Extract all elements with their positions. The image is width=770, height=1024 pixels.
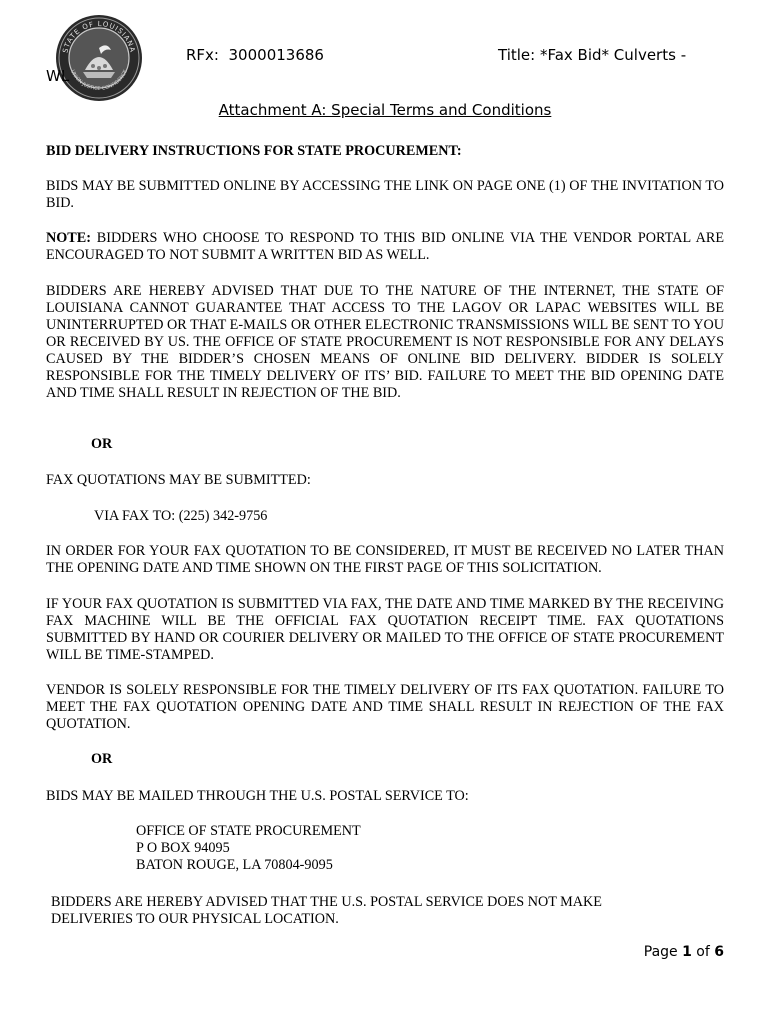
postal-advisory-paragraph — [51, 894, 729, 928]
or-separator: OR — [91, 436, 113, 452]
address-line: P O BOX 94095 — [136, 840, 230, 856]
fax-deadline-paragraph: IN ORDER FOR YOUR FAX QUOTATION TO BE CONSIDERED, IT MUST BE RECEIVED NO LATER THAN THE OPENING DATE AND TIME SHOWN ON THE FIRST PAGE OF THIS SOLICITATION. — [46, 543, 724, 576]
bid-title-continuation: WL — [46, 67, 70, 85]
section-heading: BID DELIVERY INSTRUCTIONS FOR STATE PROCUREMENT: — [46, 143, 462, 159]
page-of: of — [691, 944, 715, 960]
page-current: 1 — [682, 944, 692, 960]
mail-intro: BIDS MAY BE MAILED THROUGH THE U.S. POSTAL SERVICE TO: — [46, 788, 469, 804]
attachment-title: Attachment A: Special Terms and Conditions — [218, 101, 552, 119]
page-number — [644, 944, 724, 960]
bid-title: Title: *Fax Bid* Culverts - — [498, 46, 687, 64]
note-label: NOTE: — [46, 230, 91, 246]
page-prefix: Page — [643, 944, 683, 960]
fax-timestamp-paragraph: IF YOUR FAX QUOTATION IS SUBMITTED VIA FAX, THE DATE AND TIME MARKED BY THE RECEIVING FAX MACHINE WILL BE THE OFFICIAL FAX QUOTATION RECEIPT TIME. FAX QUOTATIONS SUBMITTED BY HAND OR COURIER DELIVERY OR MAILED TO THE OFFICE OF STATE PROCUREMENT WILL BE TIME-STAMPED. — [46, 596, 724, 663]
note-text: BIDDERS WHO CHOOSE TO RESPOND TO THIS BID ONLINE VIA THE VENDOR PORTAL ARE ENCOURAGED TO NOT SUBMIT A WRITTEN BID AS WELL. — [46, 230, 724, 263]
internet-advisory-paragraph: BIDDERS ARE HEREBY ADVISED THAT DUE TO THE NATURE OF THE INTERNET, THE STATE OF LOUISIANA CANNOT GUARANTEE THAT ACCESS TO THE LAGOV OR LAPAC WEBSITES WILL BE UNINTERRUPTED OR THAT E-MAILS OR OTHER ELECTRONIC TRANSMISSIONS WILL BE SENT TO YOU OR RECEIVED BY US. THE OFFICE OF STATE PROCUREMENT IS NOT RESPONSIBLE FOR ANY DELAYS CAUSED BY THE BIDDER’S CHOSEN MEANS OF ONLINE BID DELIVERY. BIDDER IS SOLELY RESPONSIBLE FOR THE TIMELY DELIVERY OF ITS’ BID. FAILURE TO MEET THE BID OPENING DATE AND TIME SHALL RESULT IN REJECTION OF THE BID. — [46, 283, 724, 401]
or-separator: OR — [91, 751, 113, 767]
page-total: 6 — [714, 944, 724, 960]
vendor-responsibility-paragraph: VENDOR IS SOLELY RESPONSIBLE FOR THE TIMELY DELIVERY OF ITS FAX QUOTATION. FAILURE TO MEET THE FAX QUOTATION OPENING DATE AND TIME SHALL RESULT IN REJECTION OF THE FAX QUOTATION. — [46, 682, 724, 732]
note-paragraph — [46, 230, 724, 264]
state-seal-logo — [55, 14, 143, 102]
fax-intro: FAX QUOTATIONS MAY BE SUBMITTED: — [46, 472, 311, 488]
mailing-address — [136, 823, 361, 874]
rfx-number: RFx: 3000013686 — [186, 46, 324, 64]
svg-text:STATE OF LOUISIANA: STATE OF LOUISIANA — [61, 19, 137, 54]
online-submission-paragraph: BIDS MAY BE SUBMITTED ONLINE BY ACCESSING THE LINK ON PAGE ONE (1) OF THE INVITATION TO BID. — [46, 178, 724, 211]
address-line: BATON ROUGE, LA 70804-9095 — [136, 857, 333, 873]
fax-number: VIA FAX TO: (225) 342-9756 — [94, 508, 268, 524]
address-line: OFFICE OF STATE PROCUREMENT — [136, 823, 361, 839]
svg-text:UNION JUSTICE CONFIDENCE: UNION JUSTICE CONFIDENCE — [69, 69, 129, 93]
postal-advisory-line: DELIVERIES TO OUR PHYSICAL LOCATION. — [51, 911, 339, 927]
postal-advisory-line: BIDDERS ARE HEREBY ADVISED THAT THE U.S. POSTAL SERVICE DOES NOT MAKE — [51, 894, 602, 910]
